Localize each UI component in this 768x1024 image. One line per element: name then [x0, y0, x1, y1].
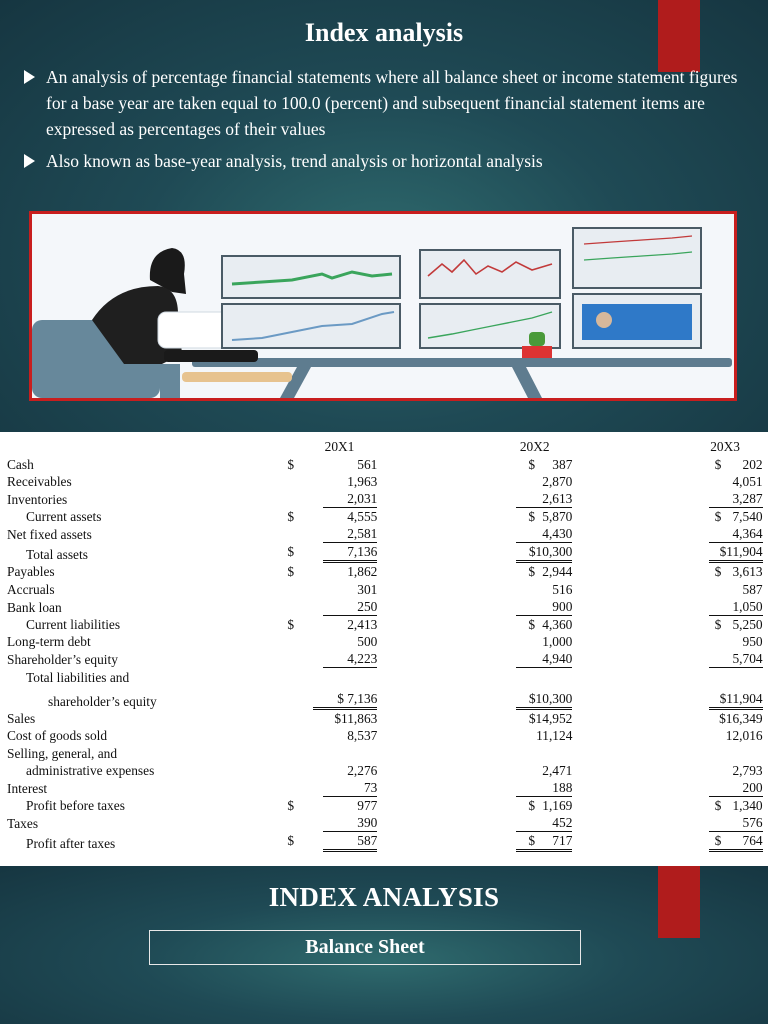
cell-value: 250 — [323, 598, 377, 616]
table-row — [0, 563, 768, 580]
table-row — [0, 616, 768, 633]
slide-title: Index analysis — [304, 18, 464, 47]
row-label: Cost of goods sold — [7, 728, 108, 744]
cell-value: 2,793 — [732, 762, 763, 778]
cell-value: $10,300 — [516, 690, 572, 710]
row-label: Total liabilities and — [26, 669, 130, 685]
cell-value: 3,287 — [709, 490, 763, 508]
cell-value: $11,863 — [334, 710, 378, 726]
dollar-sign: $ — [287, 564, 295, 580]
column-header: 20X3 — [710, 439, 740, 455]
column-header: 20X1 — [324, 439, 355, 455]
dollar-sign: $ — [287, 617, 295, 633]
table-row — [0, 710, 768, 727]
cell-value: $11,904 — [709, 543, 763, 563]
row-label: Total assets — [26, 547, 88, 563]
dollar-sign: $ — [287, 456, 295, 472]
cell-value: 4,364 — [709, 525, 763, 543]
bullet-text: An analysis of percentage financial statements where all balance sheet or income statement figures for a base year are taken equal to 100.0 (percent) and subsequent financial statement items are expressed as percentages of their values — [46, 67, 738, 139]
cell-value: 2,471 — [542, 762, 573, 778]
cell-value: 717 — [516, 832, 572, 852]
cell-value: 2,581 — [323, 525, 377, 543]
cell-value: 202 — [742, 456, 763, 472]
row-label: Taxes — [7, 816, 39, 832]
dollar-sign: $ — [287, 544, 295, 560]
dollar-sign: $ — [287, 798, 295, 814]
table-row — [0, 633, 768, 650]
row-label: shareholder’s equity — [48, 693, 157, 709]
slide-index-analysis — [0, 0, 768, 432]
row-label: Accruals — [7, 581, 55, 597]
cell-value: 576 — [709, 814, 763, 832]
table-row — [0, 650, 768, 668]
cell-value: 900 — [516, 598, 572, 616]
row-label: Bank loan — [7, 599, 62, 615]
slide-index-analysis-balance-sheet — [0, 866, 768, 1024]
slide-title: INDEX ANALYSIS — [268, 882, 500, 912]
cell-value: 764 — [709, 832, 763, 852]
cell-value: 5,250 — [732, 617, 763, 633]
dollar-sign: $ — [714, 833, 722, 849]
dollar-sign: $ — [714, 798, 722, 814]
table-row — [0, 598, 768, 616]
cell-value: 200 — [709, 779, 763, 797]
bullet-item — [22, 64, 742, 142]
table-row — [0, 686, 768, 710]
table-row — [0, 525, 768, 543]
dollar-sign: $ — [528, 833, 536, 849]
cell-value: 2,870 — [542, 473, 573, 489]
cell-value: 561 — [357, 456, 378, 472]
cell-value: 11,124 — [536, 728, 573, 744]
cell-value: 2,031 — [323, 490, 377, 508]
trader-monitors-image — [32, 214, 734, 398]
cell-value: 390 — [323, 814, 377, 832]
row-label: Net fixed assets — [7, 527, 92, 543]
dollar-sign: $ — [528, 564, 536, 580]
table-row — [0, 814, 768, 832]
cell-value: $10,300 — [516, 543, 572, 563]
row-label: Shareholder’s equity — [7, 652, 118, 668]
cell-value: 4,940 — [516, 650, 572, 668]
cell-value: 301 — [357, 581, 378, 597]
table-row — [0, 580, 768, 597]
cell-value: 2,276 — [347, 762, 378, 778]
table-row — [0, 797, 768, 814]
dollar-sign: $ — [287, 509, 295, 525]
row-label: Profit before taxes — [26, 798, 125, 814]
dollar-sign: $ — [287, 833, 295, 849]
dollar-sign: $ — [528, 617, 536, 633]
cell-value: 950 — [742, 634, 763, 650]
dollar-sign: $ — [528, 509, 536, 525]
table-row — [0, 543, 768, 563]
table-row — [0, 490, 768, 508]
table-row — [0, 455, 768, 472]
cell-value: 977 — [357, 798, 378, 814]
triangle-bullet-icon — [24, 70, 35, 84]
cell-value: $ 7,136 — [313, 690, 377, 710]
cell-value: 1,000 — [542, 634, 573, 650]
cell-value: 4,555 — [347, 509, 378, 525]
cell-value: 188 — [516, 779, 572, 797]
cell-value: 1,340 — [732, 798, 763, 814]
cell-value: $14,952 — [528, 710, 573, 726]
table-row — [0, 473, 768, 490]
dollar-sign: $ — [714, 617, 722, 633]
cell-value: 4,051 — [732, 473, 763, 489]
row-label: Receivables — [7, 473, 72, 489]
cell-value: 2,944 — [542, 564, 573, 580]
bullet-text: Also known as base-year analysis, trend analysis or horizontal analysis — [46, 151, 543, 171]
row-label: administrative expenses — [26, 762, 155, 778]
row-label: Interest — [7, 780, 48, 796]
cell-value: 2,613 — [516, 490, 572, 508]
trading-desk-illustration — [29, 211, 737, 401]
dollar-sign: $ — [528, 456, 536, 472]
cell-value: 5,704 — [709, 650, 763, 668]
row-label: Payables — [7, 564, 55, 580]
column-header: 20X2 — [519, 439, 550, 455]
triangle-bullet-icon — [24, 154, 35, 168]
row-label: Sales — [7, 710, 36, 726]
slide-subtitle: Balance Sheet — [149, 930, 581, 965]
cell-value: 452 — [516, 814, 572, 832]
cell-value: 4,360 — [542, 617, 573, 633]
cell-value: $11,904 — [709, 690, 763, 710]
table-row — [0, 668, 768, 685]
row-label: Cash — [7, 456, 34, 472]
cell-value: 8,537 — [347, 728, 378, 744]
dollar-sign: $ — [528, 798, 536, 814]
cell-value: 587 — [323, 832, 377, 852]
table-row — [0, 727, 768, 744]
financial-statements-table — [0, 438, 768, 852]
table-row — [0, 832, 768, 852]
cell-value: 1,963 — [347, 473, 378, 489]
cell-value: 7,540 — [732, 509, 763, 525]
cell-value: 387 — [552, 456, 573, 472]
cell-value: 516 — [552, 581, 573, 597]
cell-value: 587 — [742, 581, 763, 597]
bullet-list — [22, 64, 742, 180]
cell-value: 5,870 — [542, 509, 573, 525]
cell-value: 73 — [323, 779, 377, 797]
table-header-row — [0, 438, 768, 455]
cell-value: 4,430 — [516, 525, 572, 543]
cell-value: 1,169 — [542, 798, 573, 814]
financial-statements-table-section — [0, 432, 768, 866]
cell-value: 1,050 — [709, 598, 763, 616]
cell-value: $16,349 — [719, 710, 763, 726]
table-row — [0, 762, 768, 779]
cell-value: 12,016 — [725, 728, 763, 744]
cell-value: 1,862 — [347, 564, 378, 580]
table-row — [0, 779, 768, 797]
table-row — [0, 508, 768, 525]
cell-value: 3,613 — [732, 564, 763, 580]
dollar-sign: $ — [714, 564, 722, 580]
dollar-sign: $ — [714, 456, 722, 472]
cell-value: 7,136 — [323, 543, 377, 563]
row-label: Inventories — [7, 491, 68, 507]
row-label: Long-term debt — [7, 634, 91, 650]
row-label: Selling, general, and — [7, 745, 118, 761]
bullet-item — [22, 148, 742, 174]
row-label: Profit after taxes — [26, 836, 116, 852]
dollar-sign: $ — [714, 509, 722, 525]
cell-value: 4,223 — [323, 650, 377, 668]
cell-value: 500 — [357, 634, 378, 650]
table-row — [0, 744, 768, 761]
cell-value: 2,413 — [347, 617, 378, 633]
row-label: Current liabilities — [26, 617, 121, 633]
row-label: Current assets — [26, 509, 102, 525]
